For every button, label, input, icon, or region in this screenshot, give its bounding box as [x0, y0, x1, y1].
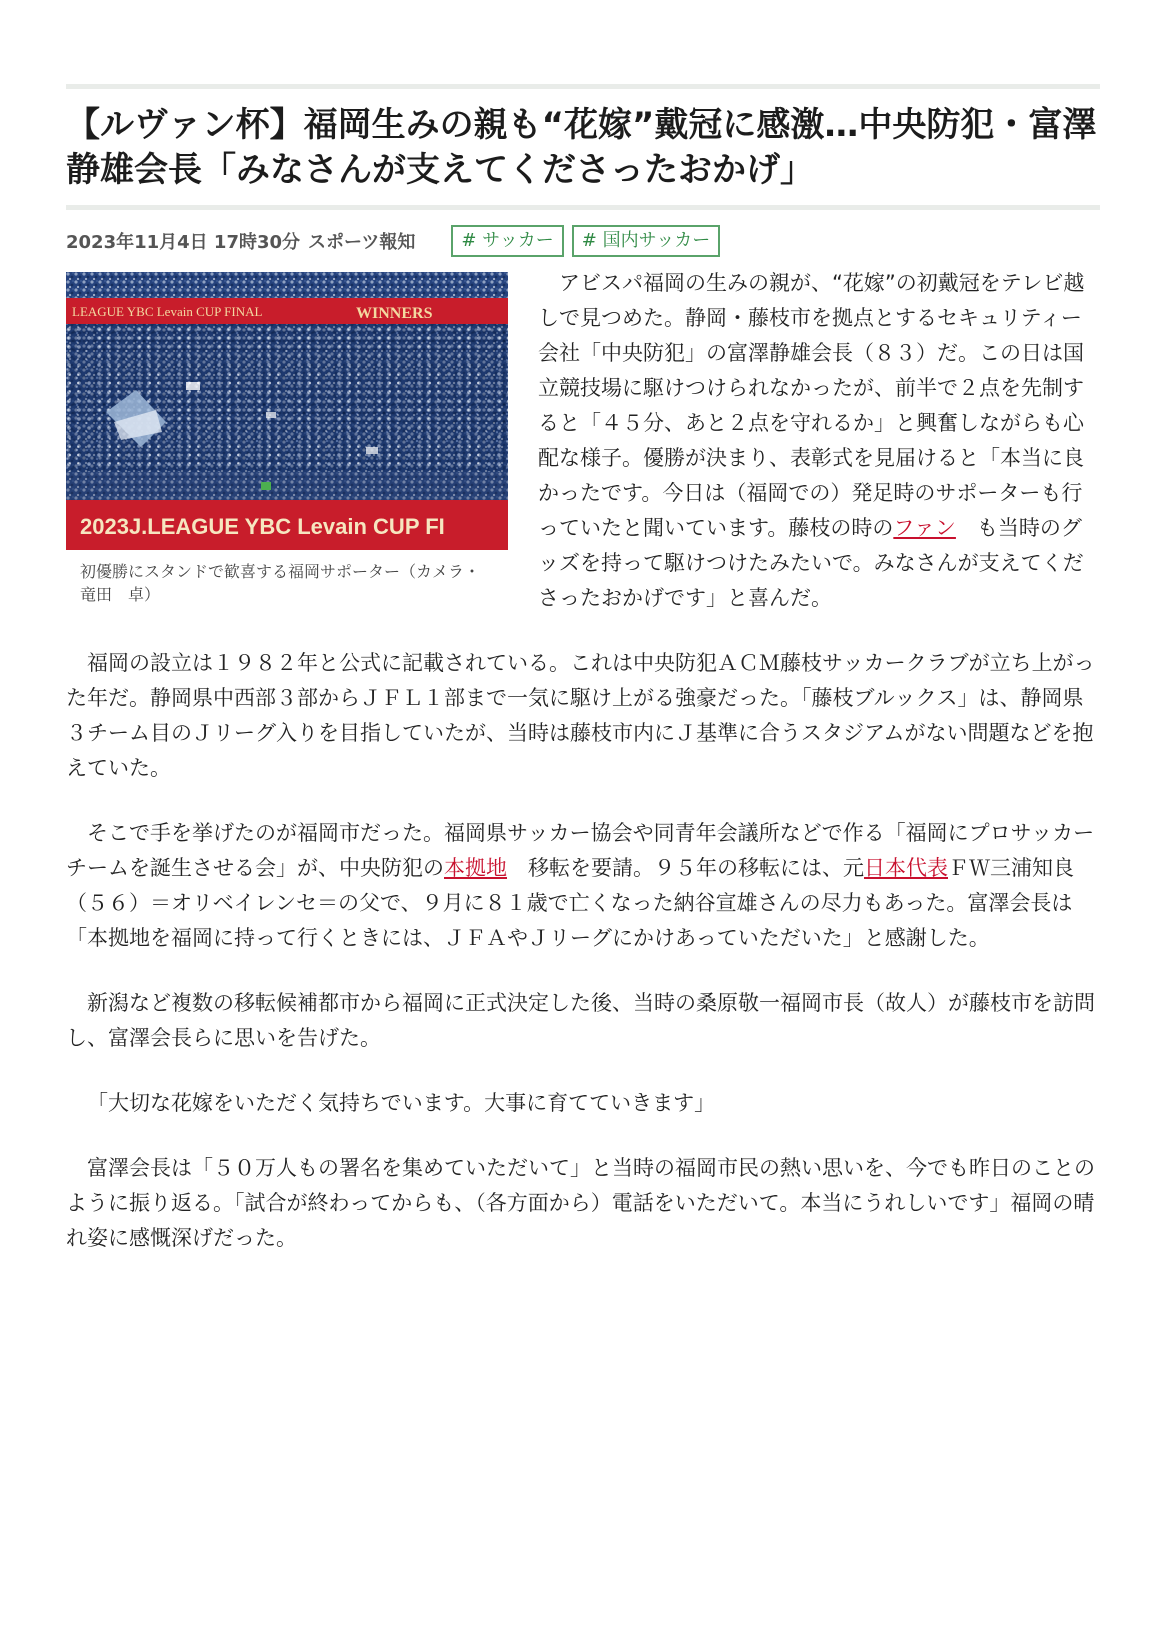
tag-soccer[interactable]: # サッカー [451, 225, 563, 257]
publish-date: 2023年11月4日 17時30分 [66, 232, 301, 253]
stadium-photo [66, 272, 508, 550]
article [66, 84, 1100, 1286]
stadium-photo-graphic [66, 272, 508, 550]
article-figure [66, 272, 508, 606]
photo-caption: 初優勝にスタンドで歓喜する福岡サポーター（カメラ・竜田 卓） [80, 562, 481, 604]
paragraph-4: 新潟など複数の移転候補都市から福岡に正式決定した後、当時の桑原敬一福岡市長（故人）が藤枝市を訪問し、富澤会長らに思いを告げた。 [66, 991, 1095, 1050]
banner-top-right-text: WINNERS [356, 305, 433, 322]
banner-top-left-text: LEAGUE YBC Levain CUP FINAL [72, 304, 263, 319]
paragraph-1: アビスパ福岡の生みの親が、“花嫁”の初戴冠をテレビ越しで見つめた。静岡・藤枝市を拠点とするセキュリティー会社「中央防犯」の富澤静雄会長（８３）だ。この日は国立競技場に駆けつけられなかったが、前半で２点を先制すると「４５分、あと２点を守れるか」と興奮しながらも心配な様子。優勝が決まり、表彰式を見届けると「本当に良かったです。今日は（福岡での）発足時のサポーターも行っていたと聞いています。藤枝の時のファン も当時のグッズを持って駆けつけたみたいで。みなさんが支えてくださったおかげです」と喜んだ。 [538, 271, 1085, 610]
paragraph-6: 富澤会長は「５０万人もの署名を集めていただいて」と当時の福岡市民の熱い思いを、今でも昨日のことのように振り返る。「試合が終わってからも、（各方面から）電話をいただいて。本当にうれしいです」福岡の晴れ姿に感慨深げだった。 [66, 1156, 1095, 1250]
source-name: スポーツ報知 [308, 232, 416, 253]
link-japan-national-team[interactable]: 日本代表 [864, 856, 948, 880]
paragraph-5: 「大切な花嫁をいただく気持ちでいます。大事に育てていきます」 [87, 1091, 716, 1115]
title-bottom-rule [66, 205, 1100, 210]
link-home-base[interactable]: 本拠地 [444, 856, 507, 880]
paragraph-3: そこで手を挙げたのが福岡市だった。福岡県サッカー協会や同青年会議所などで作る「福岡にプロサッカーチームを誕生させる会」が、中央防犯の本拠地 移転を要請。９５年の移転には、元日本代表ＦＷ三浦知良（５６）＝オリベイレンセ＝の父で、９月に８１歳で亡くなった納谷宣雄さんの尽力もあった。富澤会長は「本拠地を福岡に持って行くときには、ＪＦＡやＪリーグにかけあっていただいた」と感謝した。 [66, 821, 1095, 950]
article-title: 【ルヴァン杯】福岡生みの親も“花嫁”戴冠に感激…中央防犯・富澤静雄会長「みなさんが支えてくださったおかげ」 [66, 105, 1097, 190]
tag-domestic-soccer[interactable]: # 国内サッカー [572, 225, 720, 257]
article-meta [66, 224, 1100, 258]
banner-bottom-text: 2023J.LEAGUE YBC Levain CUP FI [80, 514, 445, 539]
link-fan[interactable]: ファン [893, 516, 956, 540]
paragraph-2: 福岡の設立は１９８２年と公式に記載されている。これは中央防犯ＡＣＭ藤枝サッカークラブが立ち上がった年だ。静岡県中西部３部からＪＦＬ１部まで一気に駆け上がる強豪だった。「藤枝ブルックス」は、静岡県３チーム目のＪリーグ入りを目指していたが、当時は藤枝市内にＪ基準に合うスタジアムがない問題などを抱えていた。 [66, 651, 1095, 780]
